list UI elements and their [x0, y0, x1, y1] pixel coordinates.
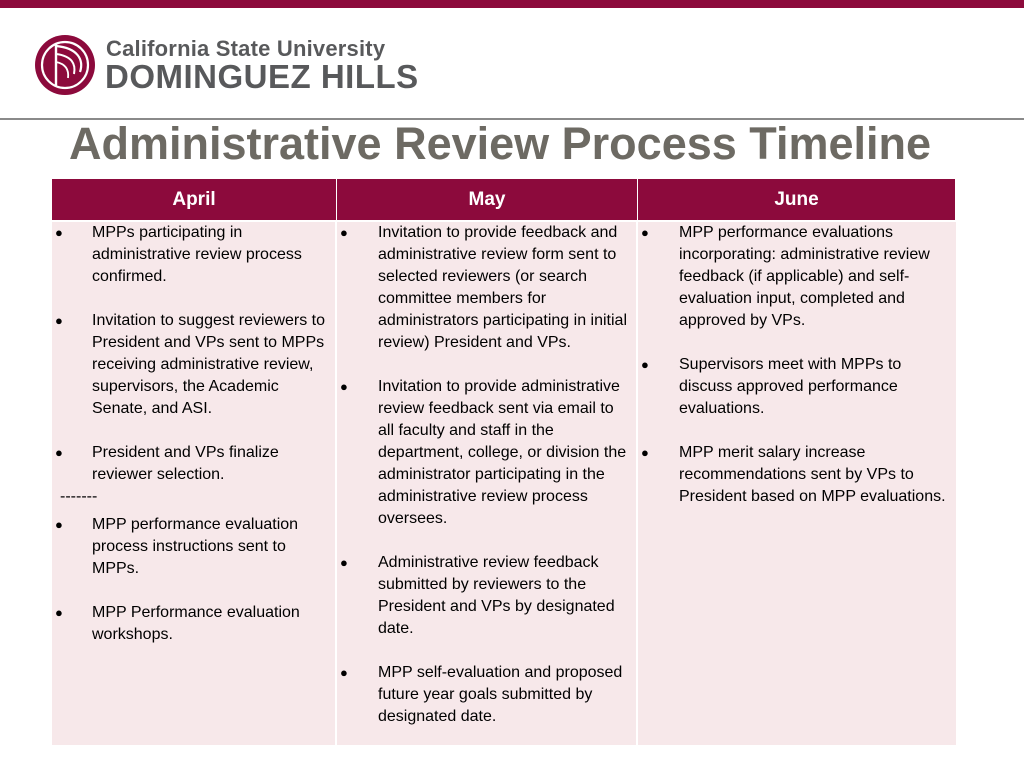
list-item-text: Invitation to provide feedback and administrative review form sent to selected reviewers (or search committee members for administrators participating in initial review) President and VPs. — [378, 224, 627, 351]
list-item-text: MPP performance evaluations incorporating: administrative review feedback (if applicable) and self-evaluation input, completed and approved by VPs. — [679, 224, 930, 329]
list-item-text: Administrative review feedback submitted by reviewers to the President and VPs by designated date. — [378, 554, 615, 637]
list-item — [638, 222, 956, 332]
list-item — [337, 552, 636, 640]
list-item-text: President and VPs finalize reviewer selection. — [92, 444, 279, 483]
bullet-icon: ● — [340, 379, 348, 394]
may-cell — [337, 220, 638, 745]
list-item — [52, 442, 335, 486]
top-accent-bar — [0, 0, 1024, 8]
list-item-text: Invitation to suggest reviewers to President and VPs sent to MPPs receiving administrative review, supervisors, the Academic Senate, and ASI. — [92, 312, 326, 417]
logo-text-line1: California State University — [106, 36, 386, 61]
bullet-icon: ● — [55, 225, 63, 240]
list-item — [337, 662, 636, 728]
april-cell — [52, 220, 337, 745]
bullet-icon: ● — [340, 225, 348, 240]
list-item — [337, 222, 636, 354]
timeline-table — [52, 179, 956, 745]
list-item — [52, 514, 335, 580]
list-item — [52, 310, 335, 420]
bullet-icon: ● — [641, 225, 649, 240]
list-item-text: MPP performance evaluation process instructions sent to MPPs. — [92, 516, 299, 577]
list-item-text: MPP merit salary increase recommendations sent by VPs to President based on MPP evaluations. — [679, 444, 946, 505]
list-item-text: MPP self-evaluation and proposed future year goals submitted by designated date. — [378, 664, 623, 725]
list-item — [638, 354, 956, 420]
list-item-text: MPPs participating in administrative review process confirmed. — [92, 224, 302, 285]
bullet-icon: ● — [55, 605, 63, 620]
university-logo — [34, 34, 419, 98]
bullet-icon: ● — [55, 517, 63, 532]
column-header-may: May — [337, 179, 638, 220]
column-header-april: April — [52, 179, 337, 220]
page-title: Administrative Review Process Timeline — [68, 118, 932, 169]
bullet-icon: ● — [340, 665, 348, 680]
bullet-icon: ● — [641, 445, 649, 460]
bullet-icon: ● — [340, 555, 348, 570]
list-item — [52, 602, 335, 646]
list-item — [638, 442, 956, 508]
list-item-text: MPP Performance evaluation workshops. — [92, 604, 300, 643]
university-emblem-icon — [34, 34, 96, 96]
logo-text-line2: DOMINGUEZ HILLS — [105, 58, 419, 95]
bullet-icon: ● — [55, 313, 63, 328]
june-cell — [638, 220, 956, 745]
list-item-text: Invitation to provide administrative review feedback sent via email to all faculty and staff in the department, college, or division the administrator participating in the administrative review process oversees. — [378, 378, 627, 527]
column-header-june: June — [638, 179, 956, 220]
bullet-icon: ● — [641, 357, 649, 372]
list-item — [337, 376, 636, 530]
list-item-text: Supervisors meet with MPPs to discuss approved performance evaluations. — [679, 356, 902, 417]
list-item — [52, 222, 335, 288]
list-divider: ------- — [60, 488, 98, 505]
bullet-icon: ● — [55, 445, 63, 460]
